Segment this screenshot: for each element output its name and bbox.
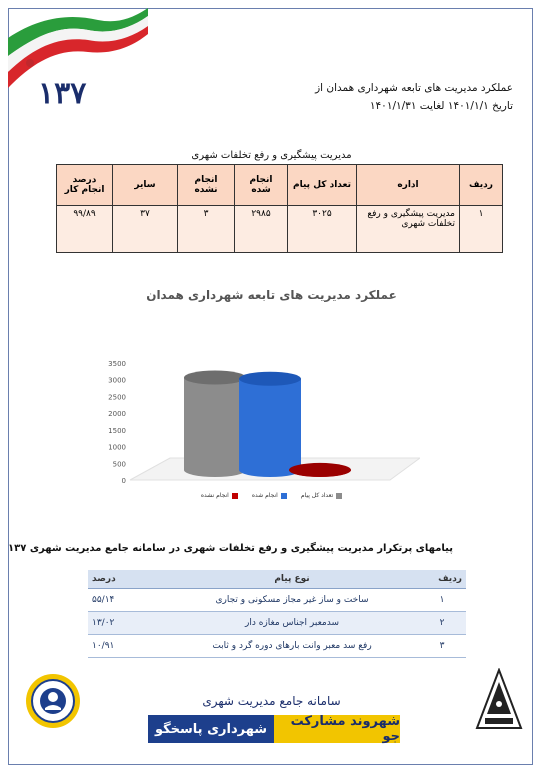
system-logo-icon bbox=[24, 672, 82, 730]
cell-department: مدیریت پیشگیری و رفع تخلفات شهری bbox=[357, 206, 460, 253]
table-header-row bbox=[57, 165, 503, 206]
header-other: سایر bbox=[113, 165, 178, 206]
header-date-range: تاریخ ۱۴۰۱/۱/۱ لغایت ۱۴۰۱/۱/۳۱ bbox=[369, 100, 513, 112]
legend-label-not-done: انجام نشده bbox=[200, 492, 229, 499]
y-tick-label: 1500 bbox=[108, 426, 126, 435]
y-tick-label: 2500 bbox=[108, 393, 126, 402]
table-row bbox=[88, 612, 466, 635]
cell-radif: ۱ bbox=[460, 206, 503, 253]
header-done: انجام شده bbox=[235, 165, 288, 206]
page-number: ۱۳۷ bbox=[38, 76, 87, 111]
performance-table bbox=[56, 164, 503, 253]
messages-cell-type: رفع سد معبر وانت بارهای دوره گرد و ثابت bbox=[166, 635, 418, 658]
header-radif: ردیف bbox=[460, 165, 503, 206]
legend-swatch-total bbox=[336, 493, 342, 499]
legend-item-done bbox=[252, 492, 287, 499]
header-completion-percent: درصد انجام کار bbox=[57, 165, 113, 206]
header-department: اداره bbox=[357, 165, 460, 206]
y-tick-label: 3500 bbox=[108, 360, 126, 368]
footer-banner bbox=[148, 715, 400, 743]
table-row bbox=[57, 206, 503, 253]
header-not-done: انجام نشده bbox=[178, 165, 235, 206]
cell-other: ۳۷ bbox=[113, 206, 178, 253]
footer-title: سامانه جامع مدیریت شهری bbox=[202, 694, 341, 708]
cell-done: ۲۹۸۵ bbox=[235, 206, 288, 253]
y-tick-label: 0 bbox=[121, 477, 126, 485]
messages-cell-percent: ۱۰/۹۱ bbox=[88, 635, 166, 658]
bar-top bbox=[239, 372, 301, 386]
y-tick-label: 3000 bbox=[108, 376, 126, 385]
legend-swatch-done bbox=[281, 493, 287, 499]
messages-cell-radif: ۳ bbox=[418, 635, 466, 658]
banner-left: شهرداری پاسخگو bbox=[148, 715, 274, 743]
performance-chart bbox=[100, 345, 420, 490]
messages-header-type: نوع پیام bbox=[166, 570, 418, 589]
messages-header-radif: ردیف bbox=[418, 570, 466, 589]
bar-top bbox=[184, 371, 246, 385]
messages-header-row bbox=[88, 570, 466, 589]
messages-cell-percent: ۱۳/۰۲ bbox=[88, 612, 166, 635]
bar-body bbox=[184, 378, 246, 477]
banner-right: شهروند مشارکت جو bbox=[274, 715, 400, 743]
messages-header-percent: درصد bbox=[88, 570, 166, 589]
legend-item-total bbox=[301, 492, 342, 499]
legend-label-done: انجام شده bbox=[251, 492, 278, 499]
table-row bbox=[88, 589, 466, 612]
legend-swatch-not-done bbox=[232, 493, 238, 499]
table-row bbox=[88, 635, 466, 658]
frequent-messages-table bbox=[88, 570, 466, 658]
chart-legend bbox=[0, 492, 543, 499]
messages-cell-type: ساخت و ساز غیر مجاز مسکونی و تجاری bbox=[166, 589, 418, 612]
header-total-messages: تعداد کل پیام bbox=[288, 165, 357, 206]
legend-label-total: تعداد کل پیام bbox=[300, 492, 334, 499]
cell-total-messages: ۳۰۲۵ bbox=[288, 206, 357, 253]
legend-item-not-done bbox=[201, 492, 238, 499]
messages-cell-radif: ۲ bbox=[418, 612, 466, 635]
messages-caption: پیامهای پرتکرار مدیریت پیشگیری و رفع تخلفات شهری در سامانه جامع مدیریت شهری ۱۳۷ bbox=[8, 543, 453, 554]
messages-cell-percent: ۵۵/۱۴ bbox=[88, 589, 166, 612]
bar-body bbox=[239, 379, 301, 477]
cell-completion-percent: ۹۹/۸۹ bbox=[57, 206, 113, 253]
messages-cell-radif: ۱ bbox=[418, 589, 466, 612]
header-title: عملکرد مدیریت های تابعه شهرداری همدان از bbox=[315, 82, 513, 94]
chart-title: عملکرد مدیریت های تابعه شهرداری همدان bbox=[146, 288, 397, 302]
table-caption: مدیریت پیشگیری و رفع تخلفات شهری bbox=[191, 150, 352, 161]
y-tick-label: 500 bbox=[112, 460, 126, 469]
y-tick-label: 2000 bbox=[108, 410, 126, 419]
hamedan-municipality-logo-icon bbox=[473, 668, 525, 734]
messages-cell-type: سدمعبر اجناس مغازه دار bbox=[166, 612, 418, 635]
y-tick-label: 1000 bbox=[108, 443, 126, 452]
bar-top bbox=[289, 463, 351, 477]
cell-not-done: ۳ bbox=[178, 206, 235, 253]
